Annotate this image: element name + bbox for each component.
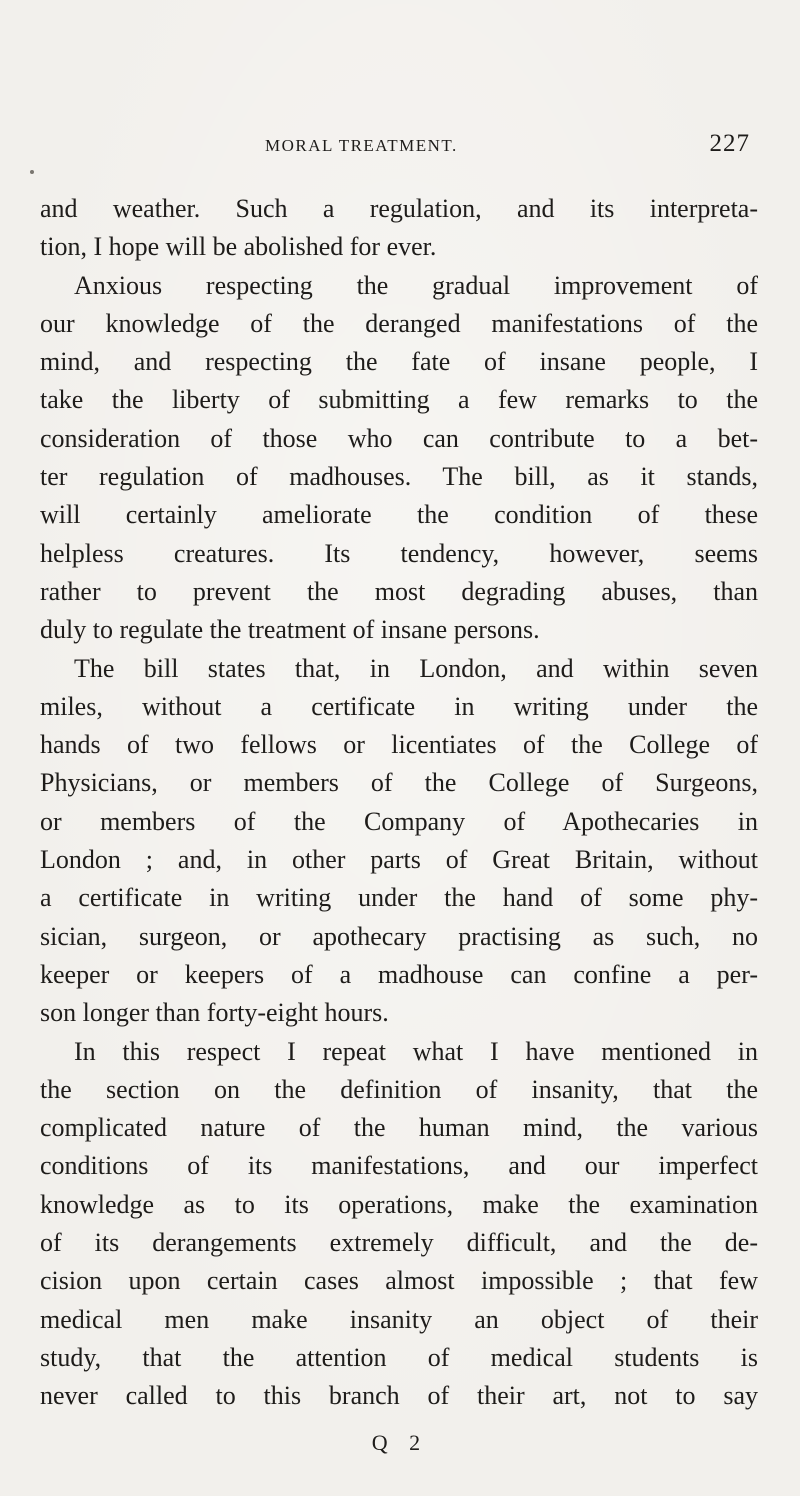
text-line: conditions of its manifestations, and our imperfect xyxy=(40,1151,758,1181)
text-line: hands of two fellows or licentiates of the College of xyxy=(40,730,758,760)
text-line: keeper or keepers of a madhouse can confine a per- xyxy=(40,959,758,989)
text-line: a certificate in writing under the hand of some phy- xyxy=(40,883,758,913)
text-line: take the liberty of submitting a few remarks to the xyxy=(40,385,758,415)
text-line: London ; and, in other parts of Great Britain, without xyxy=(40,845,758,875)
text-line: cision upon certain cases almost impossible ; that few xyxy=(40,1266,758,1296)
text-line: complicated nature of the human mind, the various xyxy=(40,1113,758,1143)
text-line: or members of the Company of Apothecaries in xyxy=(40,806,758,836)
text-line: helpless creatures. Its tendency, however, seems xyxy=(40,538,758,568)
text-line: medical men make insanity an object of their xyxy=(40,1304,758,1334)
text-line: study, that the attention of medical students is xyxy=(40,1342,758,1372)
text-line: consideration of those who can contribute to a bet- xyxy=(40,423,758,453)
text-line: never called to this branch of their art, not to say xyxy=(40,1381,758,1411)
body-text xyxy=(40,190,758,1416)
text-line: knowledge as to its operations, make the examination xyxy=(40,1189,758,1219)
signature-mark: Q 2 xyxy=(371,1430,429,1455)
text-line: tion, I hope will be abolished for ever. xyxy=(40,232,437,262)
paragraph-start-line: Anxious respecting the gradual improvement of xyxy=(74,270,758,300)
text-line: the section on the definition of insanity, that the xyxy=(40,1074,758,1104)
text-line: son longer than forty-eight hours. xyxy=(40,998,389,1028)
text-line: sician, surgeon, or apothecary practising as such, no xyxy=(40,921,758,951)
text-line: will certainly ameliorate the condition of these xyxy=(40,500,758,530)
paragraph-start-line: In this respect I repeat what I have mentioned in xyxy=(74,1036,758,1066)
paragraph-start-line: The bill states that, in London, and within seven xyxy=(74,653,758,683)
running-head: MORAL TREATMENT. xyxy=(265,136,458,155)
text-line: ter regulation of madhouses. The bill, as it stands, xyxy=(40,462,758,492)
ink-speck xyxy=(30,170,34,174)
text-line: of its derangements extremely difficult, and the de- xyxy=(40,1228,758,1258)
text-line: and weather. Such a regulation, and its interpreta- xyxy=(40,194,758,223)
page-header xyxy=(40,128,750,168)
text-line: Physicians, or members of the College of Surgeons, xyxy=(40,768,758,798)
text-line: mind, and respecting the fate of insane people, I xyxy=(40,347,758,377)
text-line: miles, without a certificate in writing under the xyxy=(40,691,758,721)
text-line: our knowledge of the deranged manifestations of the xyxy=(40,308,758,338)
text-line: rather to prevent the most degrading abuses, than xyxy=(40,576,758,606)
page-number: 227 xyxy=(709,130,750,157)
text-line: duly to regulate the treatment of insane persons. xyxy=(40,615,540,645)
